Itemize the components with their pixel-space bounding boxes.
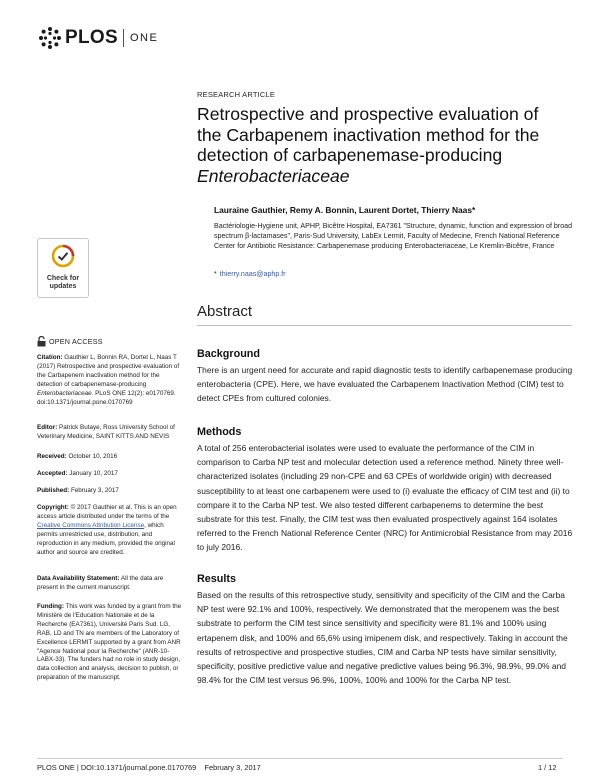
corresponding-email — [214, 270, 286, 278]
citation-italic: Enterobacteriaceae. — [37, 389, 94, 397]
editor-text: Patrick Butaye, Ross University School of Veterinary Medicine, SAINT KITTS AND NEVIS — [37, 424, 175, 440]
background-heading: Background — [197, 348, 260, 360]
funding-text: This work was funded by a grant from the Ministère de l'Education Nationale et de la Recherche (EA7361), Université Paris Sud. LG, RAB, LD and TN are members of the Laboratory of Excellence LERMIT supported by a grant from ANR "Agence National pour la Recherche" (ANR-10-LABX-33). The funders had no role in study design, data collection and analysis, decision to publish, or preparation of the manuscript. — [37, 603, 182, 682]
page-number: 1 / 12 — [538, 763, 557, 772]
author-list: Lauraine Gauthier, Remy A. Bonnin, Laurent Dortet, Thierry Naas* — [214, 205, 476, 215]
copyright-label: Copyright: — [37, 504, 69, 511]
background-text: There is an urgent need for accurate and rapid diagnostic tests to identify carbapenemase producing enterobacteria (CPE). Here, we have evaluated the Carbapenem Inactivation Method (CIM) test to detect CPEs from cultured colonies. — [197, 365, 573, 404]
copyright-text: © 2017 Gauthier et al. This is an open access article distributed under the terms of the — [37, 504, 177, 520]
check-updates-icon — [51, 244, 75, 268]
email-star: * — [214, 270, 217, 278]
footer-citation: PLOS ONE | DOI:10.1371/journal.pone.0170769 February 3, 2017 — [37, 763, 261, 772]
article-title-italic: Enterobacteriaceae — [197, 165, 350, 186]
plos-logo-icon — [38, 26, 62, 50]
open-access-text: OPEN ACCESS — [49, 337, 103, 346]
accepted-date: January 10, 2017 — [69, 470, 118, 477]
citation-block — [37, 354, 185, 407]
abstract-divider — [197, 325, 572, 326]
plos-one-logo — [38, 25, 158, 51]
received-block — [37, 453, 185, 462]
citation-tail: PLoS ONE 12(2): e0170769. doi:10.1371/journal.pone.0170769 — [37, 389, 176, 406]
email-link[interactable]: thierry.naas@aphp.fr — [219, 270, 286, 278]
data-availability-block — [37, 575, 185, 593]
published-block — [37, 487, 185, 496]
article-title — [197, 104, 567, 186]
editor-label: Editor: — [37, 424, 58, 431]
funding-block — [37, 603, 185, 683]
article-title-main: Retrospective and prospective evaluation of the Carbapenem inactivation method for the detection of carbapenemase-producing — [197, 104, 540, 165]
open-lock-icon — [37, 336, 46, 347]
footer-divider — [37, 758, 563, 759]
check-for-updates-badge[interactable] — [37, 238, 89, 298]
funding-label: Funding: — [37, 603, 64, 610]
check-updates-line1: Check for — [46, 275, 80, 282]
article-type: RESEARCH ARTICLE — [197, 90, 276, 99]
results-text: Based on the results of this retrospective study, sensitivity and specificity of the CIM and the Carba NP test were 92.1% and 100%, respectively. We demonstrated that the meropenem was the best substrate to perform the CIM test since sensitivity and specificity were 81.1% and 100% using ertapenem disk, and 100% and 65,6% using imipenem disk, and respectively. Taking in account the results of retrospective and prospective studies, CIM and Carba NP tests have similar sensitivity, specificity, positive predictive value and negative predictive values being 96.3%, 98.9%, 99.0% and 98.4% for the CIM test versus 96.9%, 100%, 100% and 100% for the Carba NP test. — [197, 590, 568, 686]
data-availability-text: All the data are present in the current manuscript. — [37, 575, 164, 591]
methods-text: A total of 256 enterobacterial isolates were used to evaluate the performance of the CIM in comparison to Carba NP test and molecular detection used a reference method. Ninety three well-characterized isolates (including 29 non-CPE and 63 CPEs of worldwide origin) with decreased susceptibility to at least one carbapenem were used to (i) evaluate the efficacy of CIM test and (ii) to compare it to the Carba NP test. We also tested different carbapenems to determine the best substrate for this test. Finally, the CIM test was then evaluated prospectively against 164 isolates referred to the French National Reference Center (NRC) for Antimicrobial Resistance from may 2016 to july 2016. — [197, 443, 573, 553]
abstract-heading: Abstract — [197, 303, 253, 320]
results-heading: Results — [197, 573, 237, 585]
received-label: Received: — [37, 453, 67, 460]
accepted-block — [37, 470, 185, 479]
published-date: February 3, 2017 — [70, 487, 119, 494]
check-updates-line2: updates — [49, 283, 77, 290]
logo-divider — [123, 29, 124, 47]
copyright-text-end: , which permits unrestricted use, distribution, and reproduction in any medium, provided the original author and source are credited. — [37, 521, 175, 556]
published-label: Published: — [37, 487, 70, 494]
accepted-label: Accepted: — [37, 470, 68, 477]
copyright-block — [37, 504, 185, 557]
received-date: October 10, 2016 — [68, 453, 118, 460]
editor-block — [37, 424, 185, 442]
data-availability-label: Data Availability Statement: — [37, 575, 120, 582]
methods-heading: Methods — [197, 426, 242, 438]
citation-text: Gauthier L, Bonnin RA, Dortet L, Naas T (2017) Retrospective and prospective evaluation of the Carbapenem inactivation method for the detection of carbapenemase-producing — [37, 354, 180, 388]
brand-name: PLOS — [65, 27, 118, 48]
citation-label: Citation: — [37, 354, 63, 361]
license-link[interactable]: Creative Commons Attribution License — [37, 521, 145, 529]
open-access-label — [37, 336, 103, 347]
journal-name: ONE — [129, 32, 159, 44]
affiliation: Bactériologie-Hygiene unit, APHP, Bicêtre Hospital, EA7361 "Structure, dynamic, function and expression of broad spectrum β-lactamases", Paris-Sud University, LabEx Lermit, Faculty of Medecine, French National Reference Center for Antibiotic Resistance: Carbapenemase producing Enterobacteriaceae, Le Kremlin-Bicêtre, France — [214, 222, 573, 250]
